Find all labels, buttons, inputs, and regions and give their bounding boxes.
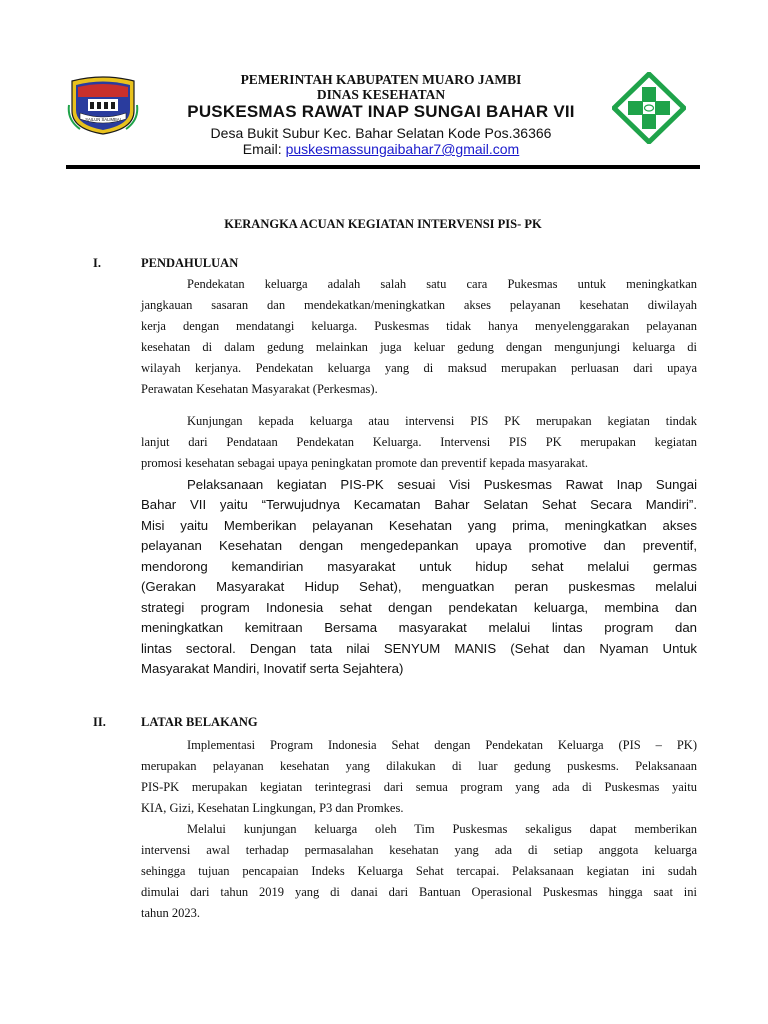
paragraph-line: mendorong kemandirian masyarakat untuk hidup sehat melalui germas <box>141 559 697 574</box>
paragraph-line: Misi yaitu Memberikan pelayanan Kesehatan yang prima, meningkatkan akses <box>141 518 697 533</box>
paragraph-line: meningkatkan kemitraan Bersama masyarakat melalui lintas program dan <box>141 620 697 635</box>
header-department-line: DINAS KESEHATAN <box>316 87 446 102</box>
paragraph-line: Perawatan Kesehatan Masyarakat (Perkesmas). <box>141 382 378 396</box>
paragraph-line: Implementasi Program Indonesia Sehat dengan Pendekatan Keluarga (PIS – PK) <box>187 738 697 752</box>
paragraph-line: Pendekatan keluarga adalah salah satu cara Pukesmas untuk meningkatkan <box>187 277 697 291</box>
paragraph-line: lanjut dari Pendataan Pendekatan Keluarga. Intervensi PIS PK merupakan kegiatan <box>141 435 697 449</box>
letterhead-divider <box>66 165 700 169</box>
paragraph-line: Masyarakat Mandiri, Inovatif serta Sejahtera) <box>141 661 404 676</box>
section-number: II. <box>93 715 106 729</box>
header-email-line <box>140 141 622 157</box>
puskesmas-logo <box>612 72 686 144</box>
paragraph-line: sehingga tujuan pencapaian Indeks Keluarga Sehat tercapai. Pelaksanaan kegiatan ini sudah <box>141 864 697 878</box>
document-title: KERANGKA ACUAN KEGIATAN INTERVENSI PIS- PK <box>224 217 542 231</box>
paragraph-line: pelayanan Kesehatan dengan mengedepankan upaya promotive dan preventif, <box>141 538 697 553</box>
paragraph-line: (Gerakan Masyarakat Hidup Sehat), menguatkan peran puskesmas melalui <box>141 579 697 594</box>
email-link[interactable]: puskesmassungaibahar7@gmail.com <box>285 141 520 157</box>
paragraph-line: Bahar VII yaitu “Terwujudnya Kecamatan Bahar Selatan Sehat Secara Mandiri”. <box>141 497 697 512</box>
paragraph-line: kerja dengan mendatangi keluarga. Puskesmas tidak hanya menyelenggarakan pelayanan <box>141 319 697 333</box>
section-title: LATAR BELAKANG <box>141 715 258 729</box>
paragraph-line: Pelaksanaan kegiatan PIS-PK sesuai Visi Puskesmas Rawat Inap Sungai <box>187 477 697 492</box>
paragraph-line: jangkauan sasaran dan mendekatkan/meningkatkan akses pelayanan kesehatan diwilayah <box>141 298 697 312</box>
paragraph-line: wilayah kerjanya. Pendekatan keluarga yang di maksud merupakan perluasan dari upaya <box>141 361 697 375</box>
header-government-line: PEMERINTAH KABUPATEN MUARO JAMBI <box>240 72 522 87</box>
paragraph-line: intervensi awal terhadap permasalahan kesehatan yang ada di setiap anggota keluarga <box>141 843 697 857</box>
paragraph-line: merupakan pelayanan kesehatan yang dilakukan di luar gedung puskesms. Pelaksanaan <box>141 759 697 773</box>
logo-left-text: SAILUN SALIMBAI <box>85 117 121 122</box>
paragraph-line: kesehatan di dalam gedung melainkan juga keluar gedung dengan mengunjungi keluarga di <box>141 340 697 354</box>
header-institution-name: PUSKESMAS RAWAT INAP SUNGAI BAHAR VII <box>187 102 575 121</box>
section-number: I. <box>93 256 101 270</box>
paragraph-line: strategi program Indonesia sehat dengan pendekatan keluarga, membina dan <box>141 600 697 615</box>
section-title: PENDAHULUAN <box>141 256 239 270</box>
paragraph-line: tahun 2023. <box>141 906 201 920</box>
paragraph-line: lintas sectoral. Dengan tata nilai SENYUM MANIS (Sehat dan Nyaman Untuk <box>141 641 697 656</box>
paragraph-line: KIA, Gizi, Kesehatan Lingkungan, P3 dan Promkes. <box>141 801 404 815</box>
paragraph-line: promosi kesehatan sebagai upaya peningkatan promote dan preventif kepada masyarakat. <box>141 456 589 470</box>
paragraph-line: PIS-PK merupakan kegiatan terintegrasi dari semua program yang ada di Puskesmas yaitu <box>141 780 697 794</box>
paragraph-line: dimulai dari tahun 2019 yang di danai dari Bantuan Operasional Puskesmas hingga saat ini <box>141 885 697 899</box>
paragraph-line: Kunjungan kepada keluarga atau intervensi PIS PK merupakan kegiatan tindak <box>187 414 697 428</box>
regency-emblem-logo <box>66 75 140 135</box>
header-address: Desa Bukit Subur Kec. Bahar Selatan Kode Pos.36366 <box>210 125 552 141</box>
email-label: Email: <box>242 141 282 157</box>
paragraph-line: Melalui kunjungan keluarga oleh Tim Puskesmas sekaligus dapat memberikan <box>187 822 697 836</box>
